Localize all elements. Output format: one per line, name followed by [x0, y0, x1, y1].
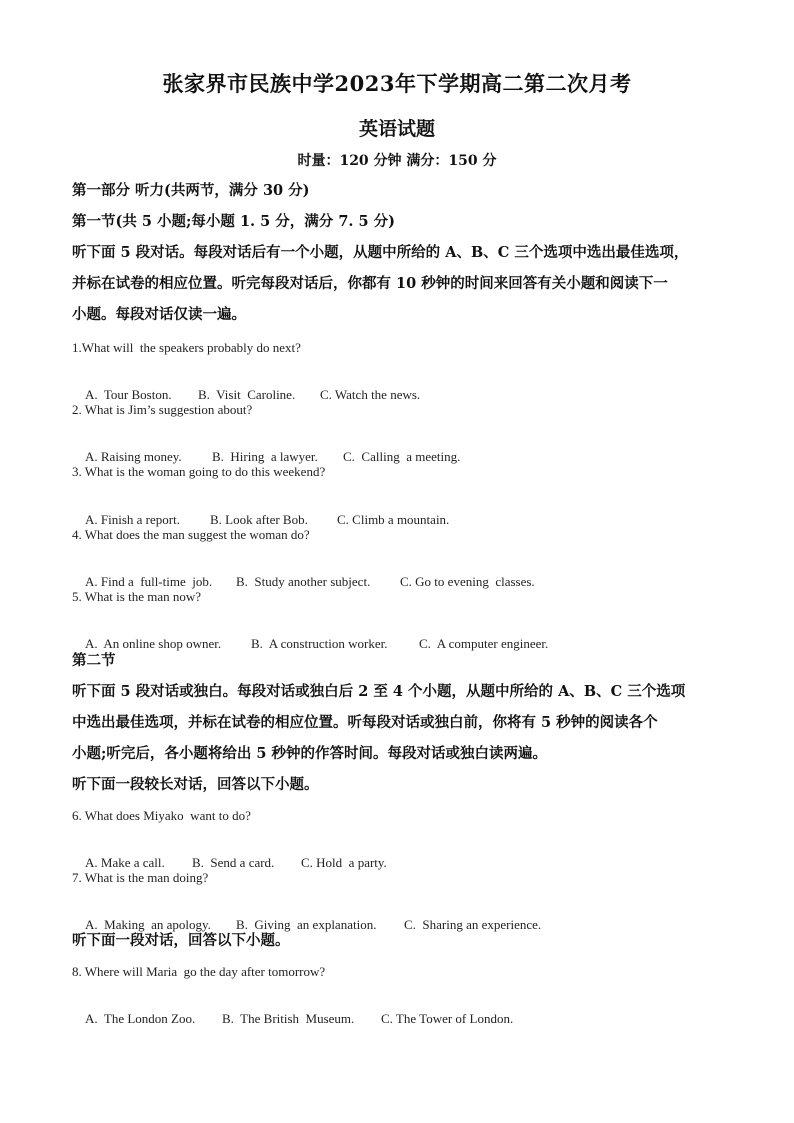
section-two-instructions-line-1: 听下面 5 段对话或独白。每段对话或独白后 2 至 4 个小题，从题中所给的 A、B、C 三个选项	[72, 683, 686, 700]
option-a: A. The London Zoo.	[85, 1011, 196, 1026]
option-a: A. Make a call.	[85, 855, 165, 870]
option-a: A. Raising money.	[85, 449, 182, 464]
question-2: 2. What is Jim’s suggestion about?	[72, 402, 253, 417]
option-b: B. Visit Caroline.	[198, 387, 296, 402]
time-and-score: 时量：120 分钟 满分：150 分	[297, 153, 497, 169]
question-7: 7. What is the man doing?	[72, 870, 209, 885]
option-a: A. Tour Boston.	[85, 387, 172, 402]
option-c: C. A computer engineer.	[419, 636, 549, 651]
section-two-heading: 第二节	[72, 652, 116, 669]
option-a: A. Find a full-time job.	[85, 574, 213, 589]
option-c: C. Go to evening classes.	[400, 574, 535, 589]
option-a: A. Making an apology.	[85, 917, 211, 932]
section-two-instructions-line-3: 小题;听完后，各小题将给出 5 秒钟的作答时间。每段对话或独白读两遍。	[72, 745, 548, 762]
question-5: 5. What is the man now?	[72, 589, 202, 604]
listen-one-dialogue-note: 听下面一段对话，回答以下小题。	[72, 932, 290, 949]
part-one-heading: 第一部分 听力(共两节，满分 30 分)	[72, 182, 310, 199]
question-3: 3. What is the woman going to do this weekend?	[72, 464, 326, 479]
section-one-heading: 第一节(共 5 小题;每小题 1. 5 分，满分 7. 5 分)	[72, 213, 395, 230]
option-b: B. Look after Bob.	[210, 512, 308, 527]
option-a: A. Finish a report.	[85, 512, 180, 527]
option-c: C. Watch the news.	[320, 387, 421, 402]
section-one-instructions-line-1: 听下面 5 段对话。每段对话后有一个小题，从题中所给的 A、B、C 三个选项中选出最佳选项，	[72, 244, 689, 261]
listen-long-dialogue-note: 听下面一段较长对话，回答以下小题。	[72, 776, 319, 793]
option-b: B. Study another subject.	[236, 574, 371, 589]
section-two-instructions-line-2: 中选出最佳选项，并标在试卷的相应位置。听每段对话或独白前，你将有 5 秒钟的阅读各个	[72, 714, 658, 731]
exam-subtitle: 英语试题	[358, 118, 435, 140]
option-b: B. Send a card.	[192, 855, 275, 870]
question-8-options	[72, 995, 513, 1043]
option-b: B. A construction worker.	[251, 636, 388, 651]
option-b: B. Giving an explanation.	[236, 917, 377, 932]
question-8: 8. Where will Maria go the day after tomorrow?	[72, 964, 326, 979]
option-a: A. An online shop owner.	[85, 636, 222, 651]
question-6: 6. What does Miyako want to do?	[72, 808, 251, 823]
option-b: B. The British Museum.	[222, 1011, 355, 1026]
section-one-instructions-line-3: 小题。每段对话仅读一遍。	[72, 306, 246, 323]
option-c: C. Climb a mountain.	[337, 512, 450, 527]
option-c: C. Sharing an experience.	[404, 917, 542, 932]
question-4: 4. What does the man suggest the woman do?	[72, 527, 310, 542]
exam-title: 张家界市民族中学2023年下学期高二第二次月考	[162, 71, 632, 96]
option-c: C. The Tower of London.	[381, 1011, 514, 1026]
option-c: C. Hold a party.	[301, 855, 387, 870]
question-1: 1.What will the speakers probably do next?	[72, 340, 301, 355]
option-c: C. Calling a meeting.	[343, 449, 461, 464]
section-one-instructions-line-2: 并标在试卷的相应位置。听完每段对话后，你都有 10 秒钟的时间来回答有关小题和阅读下一	[72, 275, 668, 292]
option-b: B. Hiring a lawyer.	[212, 449, 318, 464]
